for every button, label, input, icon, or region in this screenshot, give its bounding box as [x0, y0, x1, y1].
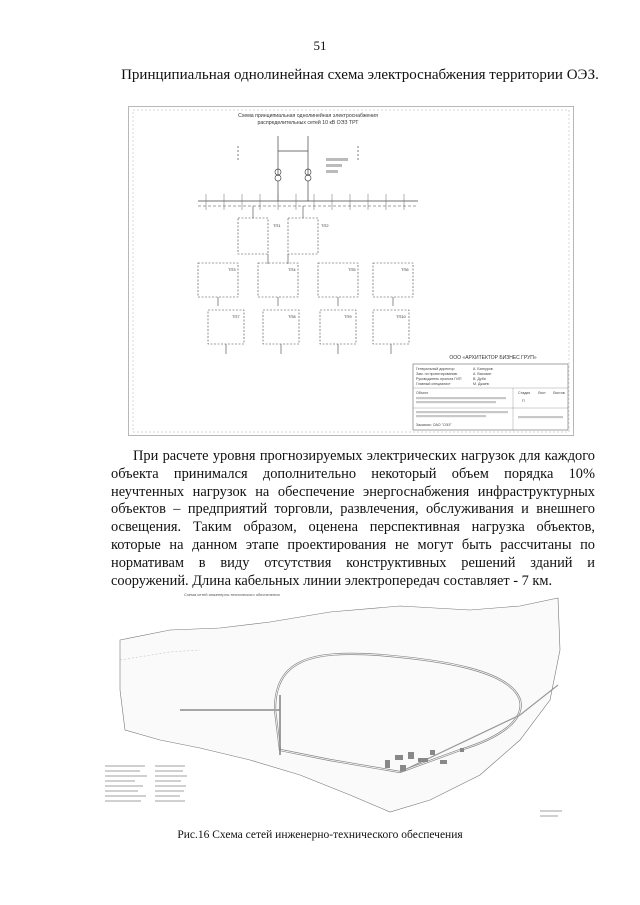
stamp-name: А. Багнуров	[473, 367, 493, 371]
stamp-col: Лист	[538, 391, 546, 395]
substation-label: ТП5	[348, 267, 356, 272]
section-title: Принципиальная однолинейная схема электроснабжения территории ОЭЗ.	[121, 67, 599, 83]
stamp-name: А. Васихин	[473, 372, 492, 376]
substation-label: ТП9	[344, 314, 352, 319]
page-number: 51	[313, 38, 327, 53]
substation-label: ТП4	[288, 267, 296, 272]
substation-label: ТП10	[396, 314, 406, 319]
figure-caption: Рис.16 Схема сетей инженерно-технического обеспечения	[177, 829, 463, 841]
substation-label: ТП2	[321, 223, 329, 228]
stamp-name: М. Джаев	[473, 382, 489, 386]
engineering-networks-map-figure	[100, 590, 570, 828]
substation-label: ТП7	[232, 314, 240, 319]
stamp-object: Объект	[416, 391, 429, 395]
stamp-role: Руководитель проекта ГИП	[416, 377, 462, 381]
substation-label: ТП6	[401, 267, 409, 272]
substation-label: ТП3	[228, 267, 236, 272]
single-line-scheme-figure	[128, 106, 574, 436]
company-name: ООО «АРХИТЕКТОР БИЗНЕС ГРУП»	[449, 355, 537, 361]
stamp-role: Зам. по проектированию	[416, 372, 458, 376]
stamp-name: В. Дуби	[473, 377, 486, 381]
body-paragraph: При расчете уровня прогнозируемых электрических нагрузок для каждого объекта принимался дополнительно некоторый объем порядка 10% неучтенных нагрузок на обеспечение энергоснабжения инфраструктурных объектов – предприятий торговли, развлечения, обслуживания и внешнего освещения. Таким образом, оценена перспективная нагрузка объектов, которые на данном этапе проектирования не могут быть рассчитаны по нормативам в виду отсутствия конструктивных решений зданий и сооружений. Длина кабельных линии электропередач составляет - 7 км.	[111, 448, 595, 589]
stamp-role: Главный специалист	[416, 382, 451, 386]
stamp-stage: П	[522, 399, 525, 403]
substation-label: ТП8	[288, 314, 296, 319]
map-header: Схема сетей инженерно-технического обеспечения	[184, 592, 280, 597]
stamp-col: Стадия	[518, 391, 531, 395]
scheme-header-line2: распределительных сетей 10 кВ ОЭЗ ТРТ	[257, 120, 359, 126]
stamp-role: Генеральный директор	[416, 367, 455, 371]
stamp-footer: Заказчик: ОАО "ОЭЗ"	[416, 423, 452, 427]
territory-boundary	[120, 598, 560, 812]
stamp-col: Листов	[553, 391, 565, 395]
scheme-header-line1: Схема принципиальная однолинейная электроснабжения	[238, 113, 378, 119]
substation-label: ТП1	[273, 223, 281, 228]
